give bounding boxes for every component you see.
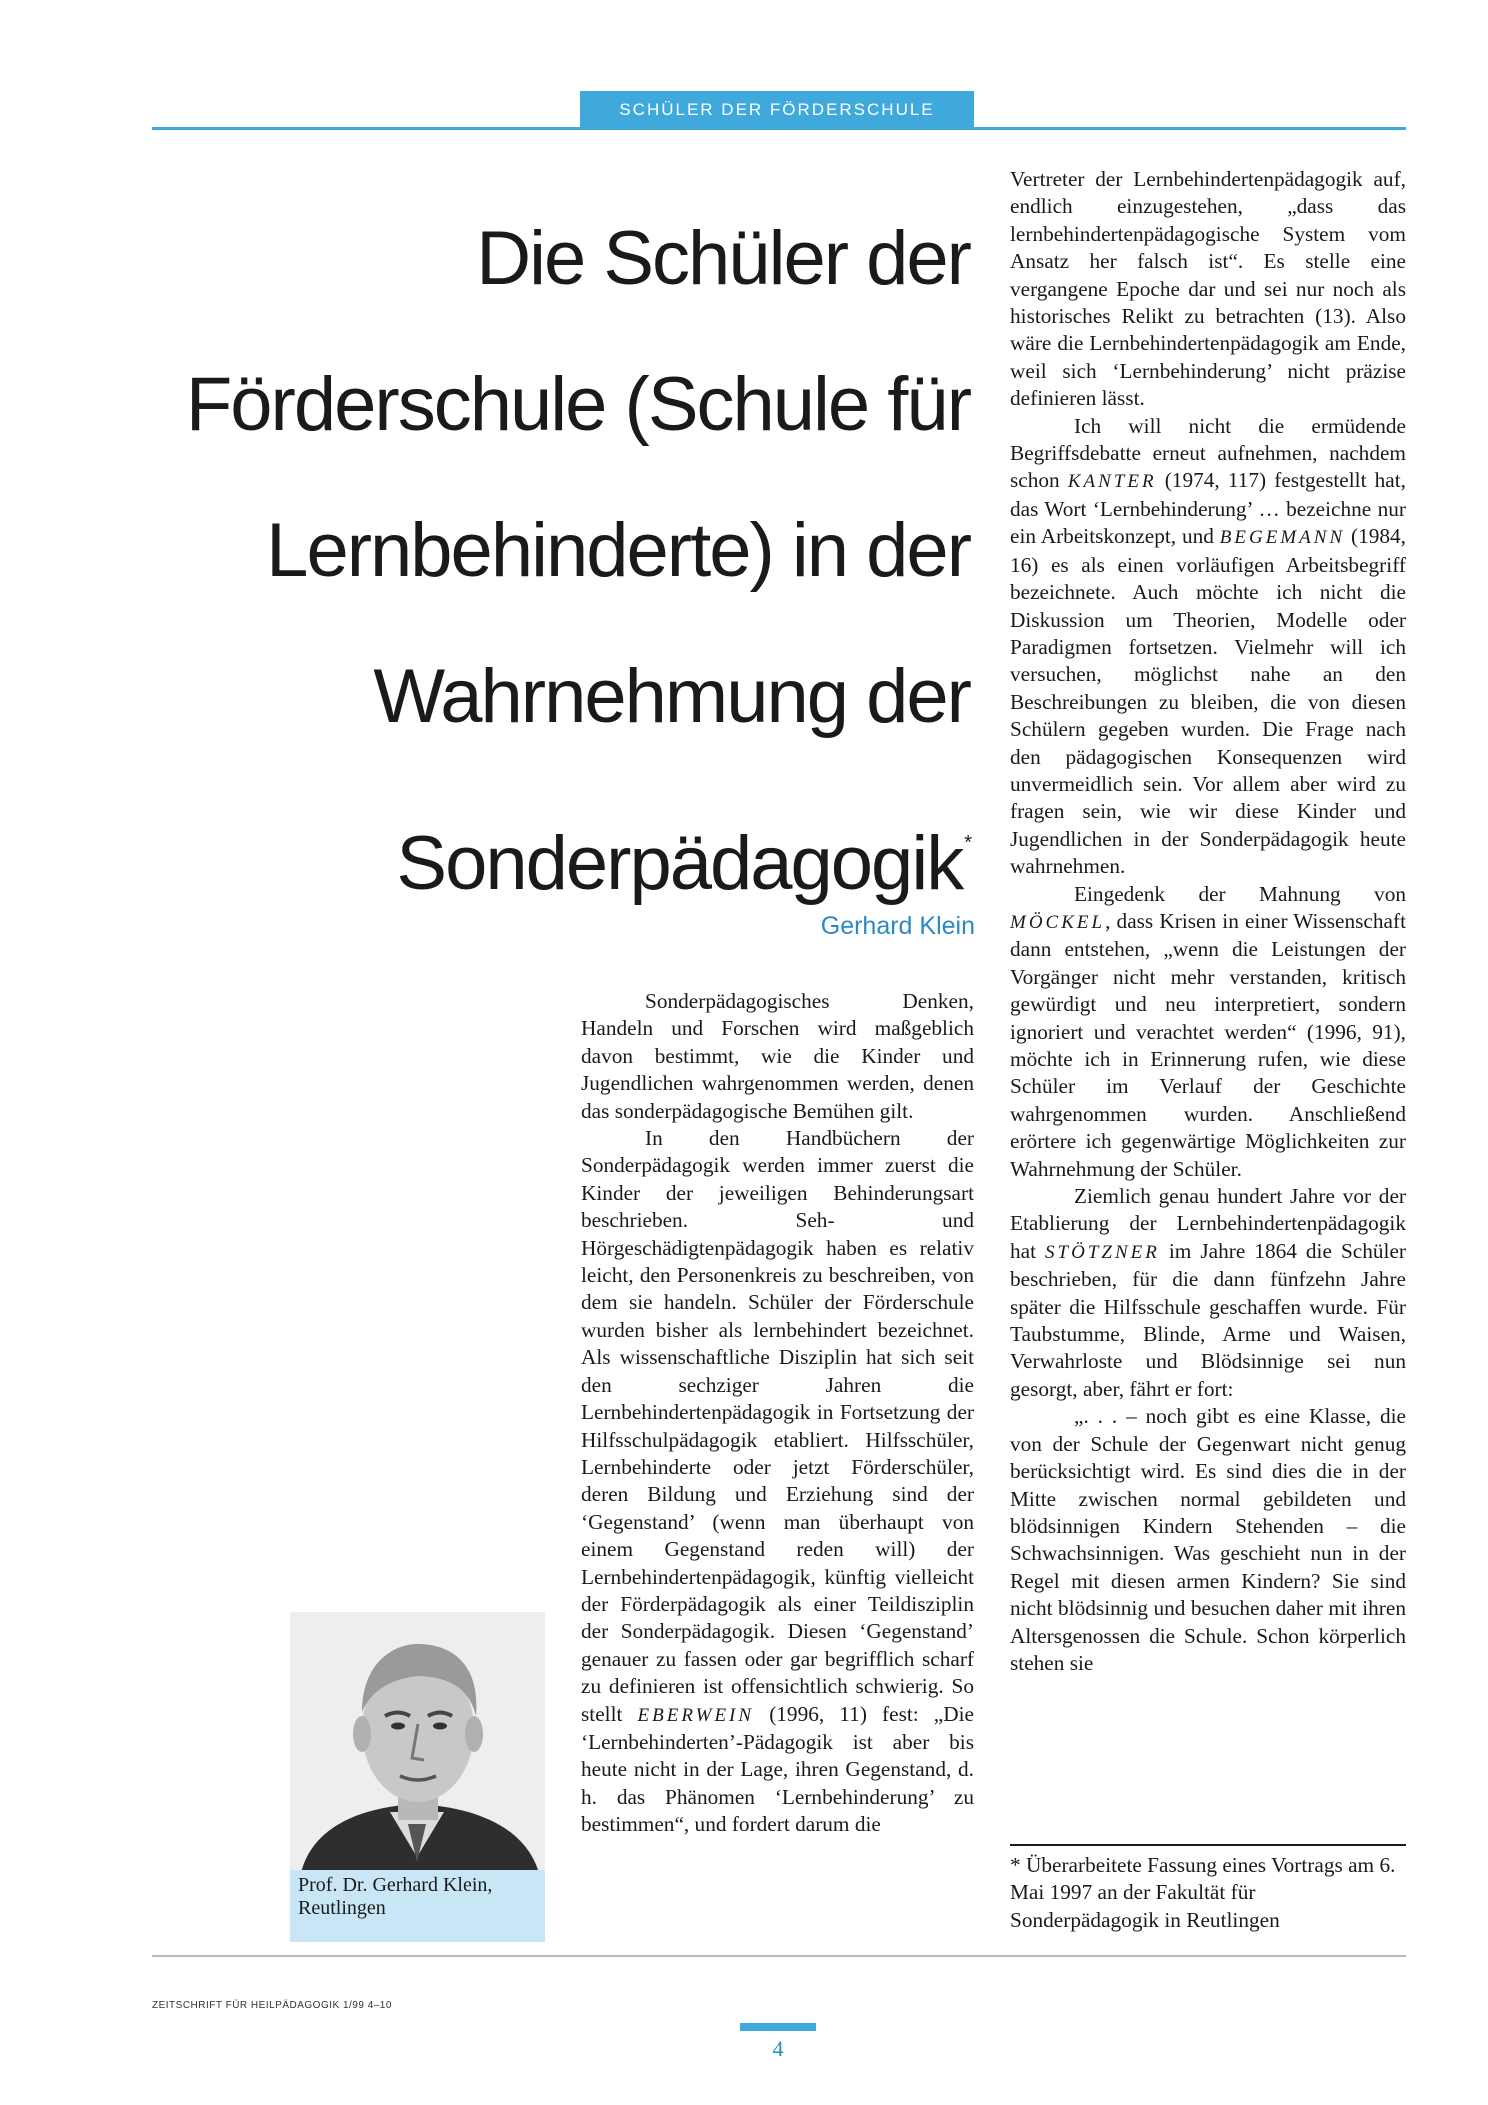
paragraph-text: Ziemlich genau hundert Jahre vor der Etablierung der Lernbehindertenpädagogik hat bbox=[1010, 1184, 1406, 1263]
title-line: Lernbehinderte) in der bbox=[266, 508, 970, 593]
title-line: Wahrnehmung der bbox=[373, 654, 970, 739]
article-title bbox=[140, 186, 970, 937]
paragraph: Sonderpädagogisches Denken, Handeln und Forschen wird maßgeblich davon bestimmt, wie die Kinder und Jugendlichen wahrgenommen werden, denen das sonderpädagogische Bemühen gilt. bbox=[581, 989, 974, 1123]
paragraph-text: Eingedenk der Mahnung von bbox=[1074, 881, 1406, 906]
author-photo bbox=[290, 1612, 545, 1877]
paragraph bbox=[1010, 1183, 1406, 1403]
photo-caption bbox=[290, 1870, 545, 1942]
paragraph-text: (1996, 11) fest: „Die ‘Lernbehinderten’-Pädagogik ist aber bis heute nicht in der Lage, ihren Gegenstand, d. h. das Phänomen ‘Lernbehinderung’ zu bestimmen“, und fordert darum die bbox=[581, 1701, 975, 1837]
title-line-text: Sonderpädagogik bbox=[396, 821, 963, 906]
portrait-image bbox=[290, 1612, 545, 1877]
paragraph bbox=[1010, 881, 1406, 1183]
caption-line: Prof. Dr. Gerhard Klein, bbox=[298, 1874, 493, 1896]
header-rule bbox=[152, 127, 1406, 130]
body-column-right bbox=[1010, 166, 1406, 1677]
section-header-tab: SCHÜLER DER FÖRDERSCHULE bbox=[580, 91, 974, 129]
cited-author: MÖCKEL bbox=[1010, 911, 1106, 933]
cited-author: STÖTZNER bbox=[1045, 1241, 1160, 1263]
footnote-marker: * bbox=[964, 832, 970, 854]
paragraph-text: , dass Krisen in einer Wissenschaft dann entstehen, „wenn die Leistungen der Vorgänger nicht mehr verstanden, kritisch gewürdigt und neu interpretiert, sondern ignoriert und verachtet werden“ (1996, 91), möchte ich in Erinnerung rufen, wie diese Schüler im Verlauf der Geschichte wahrgenommen wurden. Anschließend erörtere ich gegenwärtige Möglichkeiten zur Wahrnehmung der Schüler. bbox=[1010, 908, 1406, 1181]
paragraph-text: (1984, 16) es als einen vorläufigen Arbeitsbegriff bezeichnete. Auch möchte ich nicht die Diskussion um Theorien, Modelle oder Paradigmen fortsetzen. Vielmehr will ich versuchen, möglichst nahe an den Beschreibungen zu bleiben, die von diesen Schülern gegeben wurden. Die Frage nach den pädagogischen Konsequenzen wird unvermeidlich sein. Vor allem aber wird zu fragen sein, wie wir diese Kinder und Jugendlichen in der Sonderpädagogik heute wahrnehmen. bbox=[1010, 524, 1406, 879]
paragraph bbox=[1010, 413, 1406, 881]
cited-author: KANTER bbox=[1067, 471, 1157, 493]
block-quote: „. . . – noch gibt es eine Klasse, die von der Schule der Gegenwart nicht genug berücksichtigt wird. Es sind dies die in der Mitte zwischen normal gebildeten und blödsinnigen Kindern Stehenden – die Schwachsinnigen. Was geschieht nun in der Regel mit diesen armen Kindern? Sie sind nicht blödsinnig und besuchen daher mit ihren Altersgenossen die Schule. Schon körperlich stehen sie bbox=[1010, 1404, 1406, 1675]
paragraph: Vertreter der Lernbehindertenpädagogik auf, endlich einzugestehen, „dass das lernbehindertenpädagogische System vom Ansatz her falsch ist“. Es stelle eine vergangene Epoche dar und sei nur noch als historisches Relikt zu betrachten (13). Also wäre die Lernbehindertenpädagogik am Ende, weil sich ‘Lernbehinderung’ nicht präzise definieren lässt. bbox=[1010, 167, 1406, 411]
author-name: Gerhard Klein bbox=[820, 912, 975, 940]
paragraph-text: im Jahre 1864 die Schüler beschrieben, für die dann fünfzehn Jahre später die Hilfsschule geschaffen wurde. Für Taubstumme, Blinde, Arme und Waisen, Verwahrloste und Blödsinnige sei nun gesorgt, aber, fährt er fort: bbox=[1010, 1238, 1406, 1401]
journal-citation: ZEITSCHRIFT FÜR HEILPÄDAGOGIK 1/99 4–10 bbox=[152, 2000, 392, 2011]
footnote-rule bbox=[1010, 1844, 1406, 1846]
paragraph bbox=[581, 1125, 974, 1839]
paragraph-text: (1974, 117) festgestellt hat, das Wort ‘Lernbehinderung’ … bezeichne nur ein Arbeitskonzept, und bbox=[1010, 468, 1406, 549]
title-line: Förderschule (Schule für bbox=[185, 362, 970, 447]
cited-author: EBERWEIN bbox=[637, 1704, 755, 1726]
paragraph-text: Ich will nicht die ermüdende Begriffsdebatte erneut aufnehmen, nachdem schon bbox=[1010, 413, 1406, 493]
footer-rule bbox=[152, 1955, 1406, 1957]
cited-author: BEGEMANN bbox=[1219, 527, 1346, 549]
body-column-middle bbox=[581, 988, 974, 1839]
caption-line: Reutlingen bbox=[298, 1897, 386, 1919]
title-line: Die Schüler der bbox=[476, 216, 970, 301]
footnote: * Überarbeitete Fassung eines Vortrags am 6. Mai 1997 an der Fakultät für Sonderpädagogik in Reutlingen bbox=[1010, 1853, 1396, 1932]
page-number-tab bbox=[740, 2023, 816, 2031]
paragraph-text: In den Handbüchern der Sonderpädagogik werden immer zuerst die Kinder der jeweiligen Behinderungsart beschrieben. Seh- und Hörgeschädigtenpädagogik haben es relativ leicht, den Personenkreis zu beschreiben, von dem sie handeln. Schüler der Förderschule wurden bisher als lernbehindert bezeichnet. Als wissenschaftliche Disziplin hat sich seit den sechziger Jahren die Lernbehindertenpädagogik in Fortsetzung der Hilfsschulpädagogik etabliert. Hilfsschüler, Lernbehinderte oder jetzt Förderschüler, deren Bildung und Erziehung sind der ‘Gegenstand’ (wenn man überhaupt von einem Gegenstand reden will) der Lernbehindertenpädagogik, künftig vielleicht der Förderpädagogik als einer Teildisziplin der Sonderpädagogik. Diesen ‘Gegenstand’ genauer zu fassen oder gar begrifflich scharf zu definieren ist offensichtlich schwierig. So stellt bbox=[581, 1126, 974, 1726]
page-number: 4 bbox=[772, 2036, 784, 2061]
